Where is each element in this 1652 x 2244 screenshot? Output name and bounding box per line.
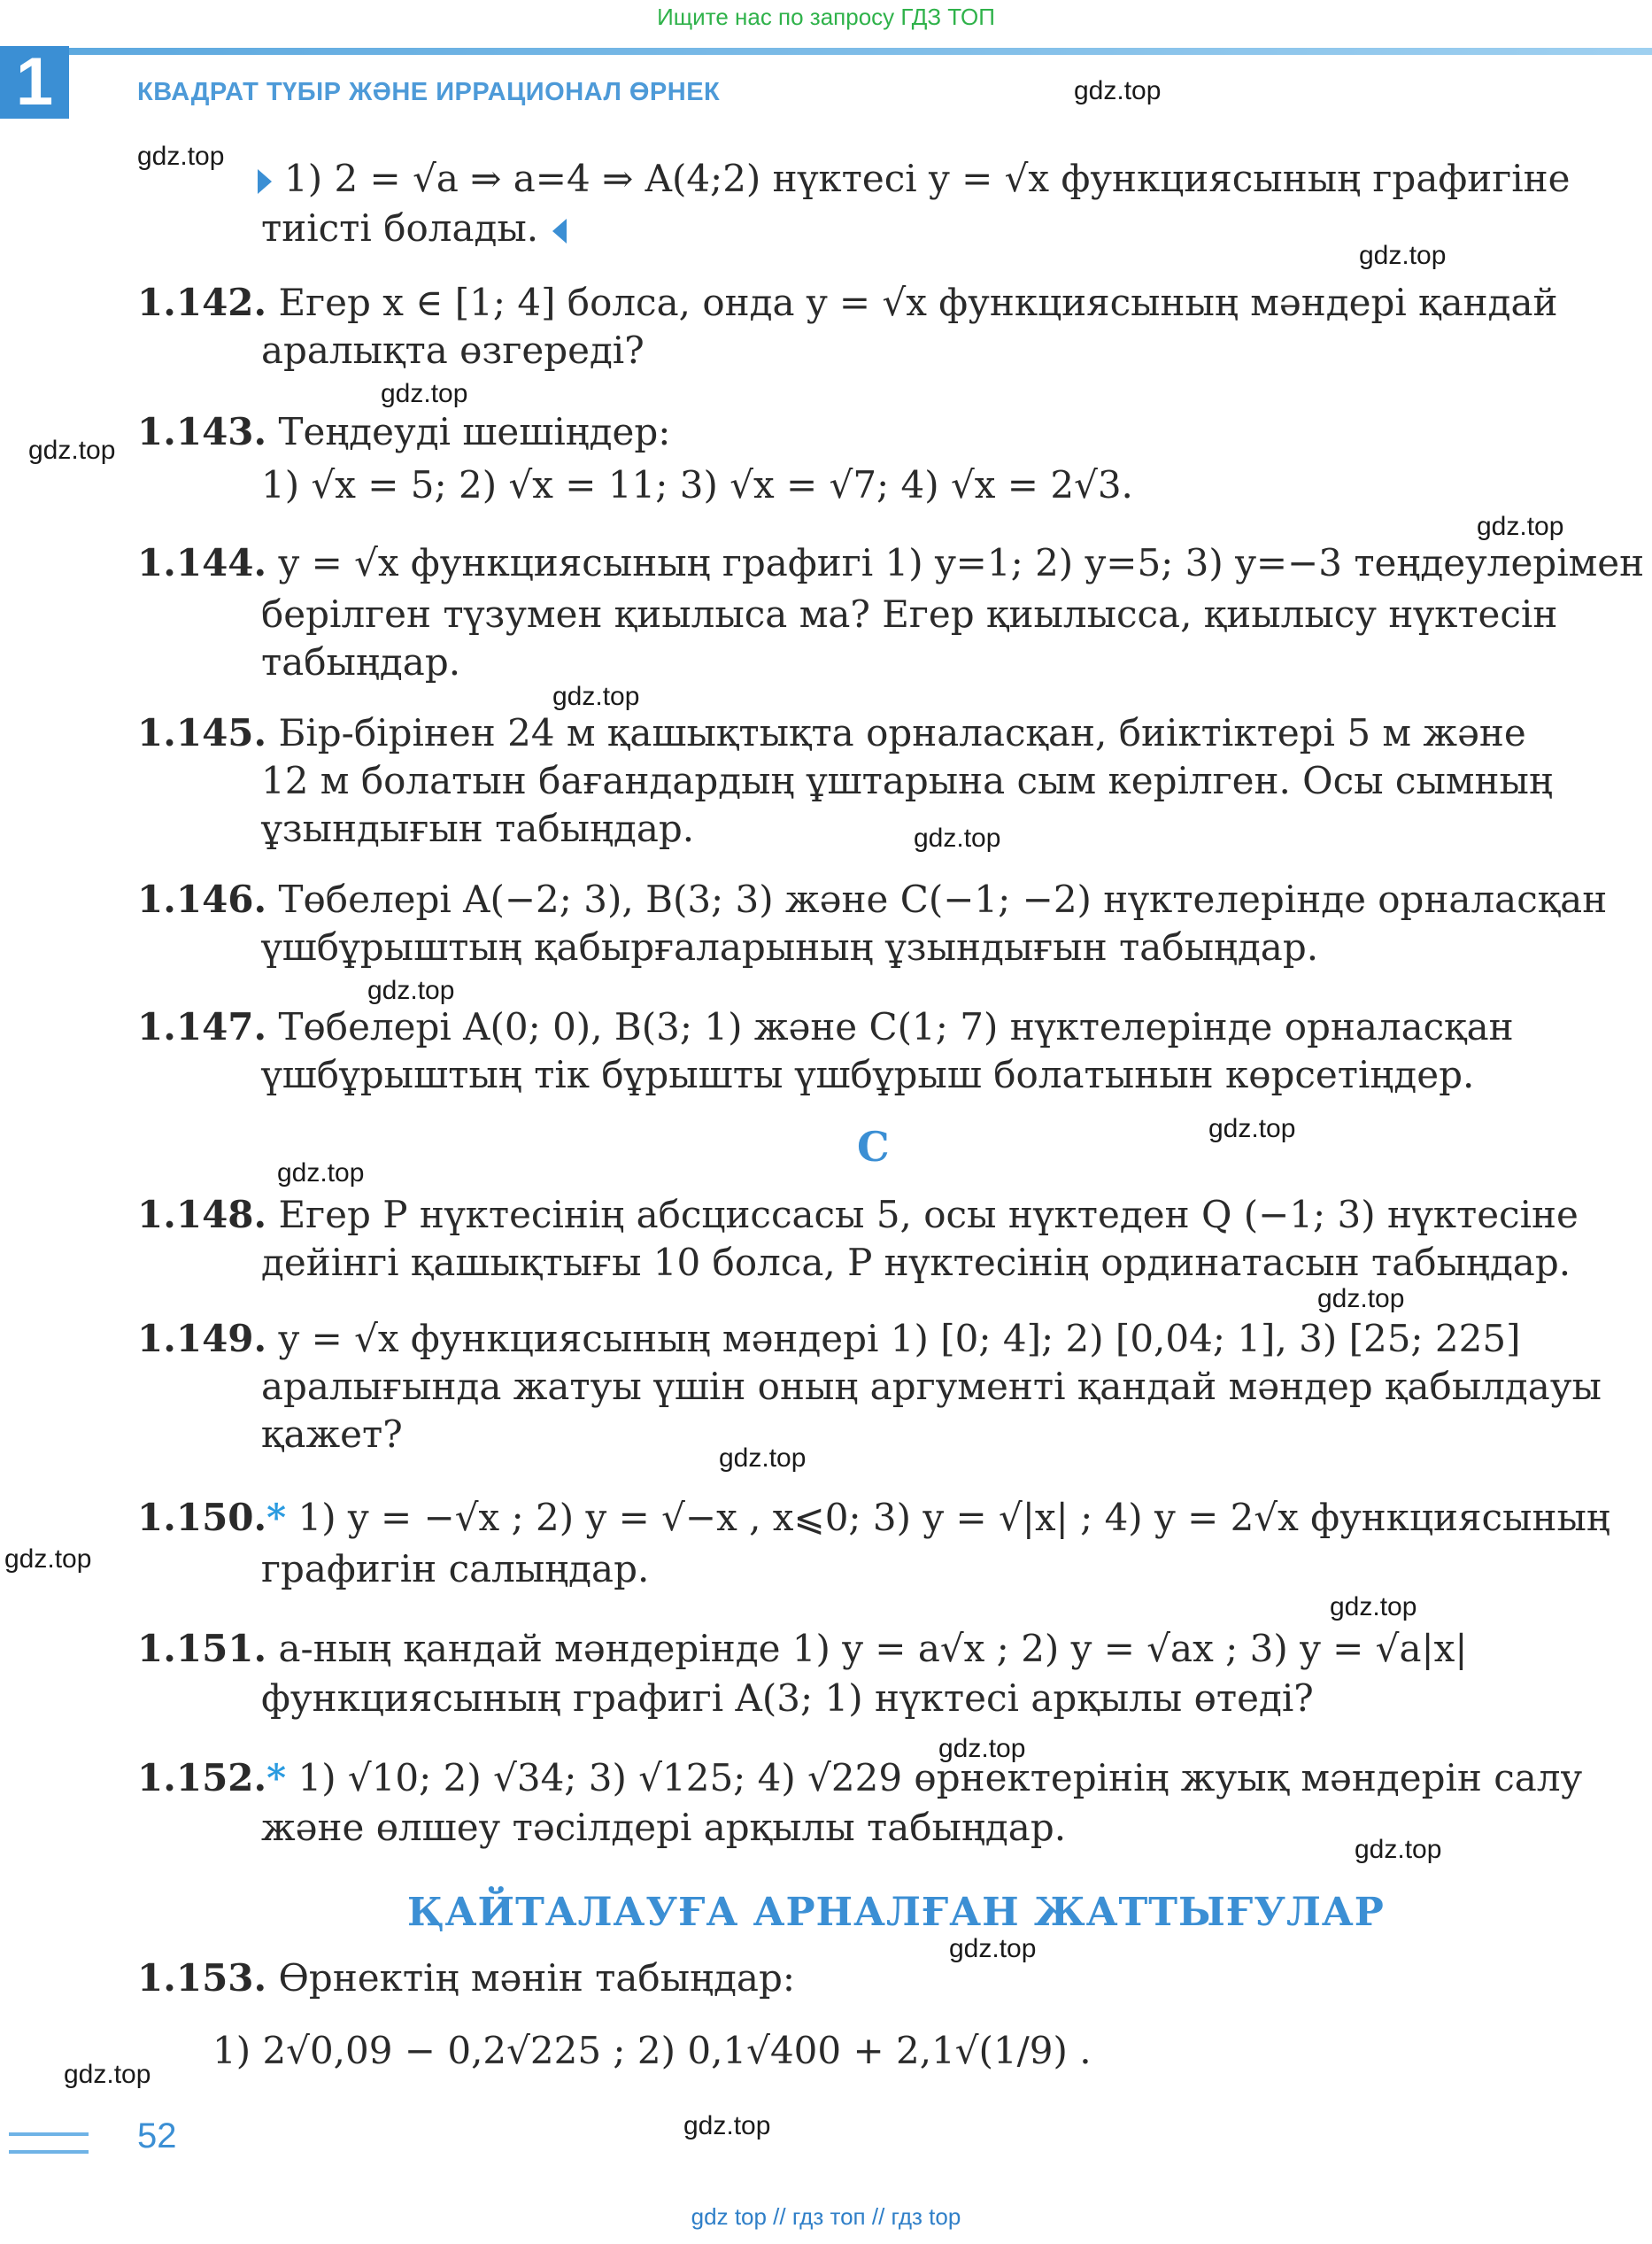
text-line: функциясының графигі A(3; 1) нүктесі арқылы өтеді? [261, 1676, 1314, 1720]
chapter-title: КВАДРАТ ТҮБІР ЖӘНЕ ИРРАЦИОНАЛ ӨРНЕК [137, 78, 721, 106]
watermark: gdz.top [4, 1544, 92, 1574]
watermark: gdz.top [938, 1734, 1026, 1763]
watermark: gdz.top [367, 976, 455, 1005]
top-banner: Ищите нас по запросу ГДЗ ТОП [657, 4, 995, 30]
text-line: ұзындығын табыңдар. [261, 807, 695, 850]
text-line: 1) 2√0,09 − 0,2√225 ; 2) 0,1√400 + 2,1√(1/9) . [212, 2029, 1092, 2072]
watermark: gdz.top [277, 1158, 365, 1188]
watermark: gdz.top [1074, 76, 1162, 105]
repeat-exercises-heading: ҚАЙТАЛАУҒА АРНАЛҒАН ЖАТТЫҒУЛАР [407, 1890, 1385, 1935]
exercise-1-147: 1.147. Төбелері A(0; 0), B(3; 1) және C(1; 7) нүктелерінде орналасқан [137, 1005, 1514, 1048]
exercise-1-143: 1.143. Теңдеуді шешіңдер: [137, 410, 671, 453]
watermark: gdz.top [683, 2111, 771, 2140]
text-line: дейінгі қашықтығы 10 болса, P нүктесінің ординатасын табыңдар. [261, 1241, 1571, 1284]
text-line: аралықта өзгереді? [261, 329, 645, 372]
page-number: 52 [137, 2116, 177, 2155]
text-line: үшбұрыштың тік бұрышты үшбұрыш болатынын көрсетіңдер. [261, 1053, 1475, 1096]
header-rule [0, 48, 1652, 55]
text-line: 1) 2 = √a ⇒ a=4 ⇒ A(4;2) нүктесі y = √x функциясының графигіне [261, 156, 1571, 202]
text-line: үшбұрыштың қабырғаларының ұзындығын табыңдар. [261, 925, 1319, 969]
exercise-1-142: 1.142. Егер x ∈ [1; 4] болса, онда y = √x функциясының мәндері қандай [137, 281, 1558, 324]
text-line: берілген түзумен қиылыса ма? Егер қиылысса, қиылысу нүктесін [261, 592, 1558, 636]
exercise-1-149: 1.149. y = √x функциясының мәндері 1) [0; 4]; 2) [0,04; 1], 3) [25; 225] [137, 1317, 1521, 1360]
exercise-1-146: 1.146. Төбелері A(−2; 3), B(3; 3) және C(−1; −2) нүктелерінде орналасқан [137, 878, 1608, 921]
exercise-1-145: 1.145. Бір-бірінен 24 м қашықтықта орналасқан, биіктіктері 5 м және [137, 711, 1526, 754]
text-line: қажет? [261, 1412, 403, 1456]
text-line: аралығында жатуы үшін оның аргументі қандай мәндер қабылдауы [261, 1365, 1602, 1408]
star-icon: * [266, 1756, 287, 1799]
watermark: gdz.top [1355, 1835, 1442, 1864]
watermark: gdz.top [137, 142, 225, 171]
exercise-1-144: 1.144. y = √x функциясының графигі 1) y=1; 2) y=5; 3) y=−3 теңдеулерімен [137, 541, 1645, 584]
watermark: gdz.top [1208, 1114, 1296, 1143]
text-line: 12 м болатын бағандардың ұштарына сым керілген. Осы сымның [261, 759, 1553, 802]
text-line: графигін салыңдар. [261, 1547, 650, 1590]
exercise-1-152: 1.152.* 1) √10; 2) √34; 3) √125; 4) √229 өрнектерінің жуық мәндерін салу [137, 1756, 1583, 1799]
text-line: тиісті болады. [261, 205, 567, 251]
watermark: gdz.top [552, 682, 640, 711]
end-marker-icon [552, 219, 567, 244]
watermark: gdz.top [1477, 512, 1564, 541]
watermark: gdz.top [719, 1443, 807, 1473]
footer-rule [9, 2132, 89, 2154]
start-marker-icon [258, 169, 272, 194]
exercise-1-151: 1.151. a-ның қандай мәндерінде 1) y = a√x ; 2) y = √ax ; 3) y = √a|x| [137, 1627, 1468, 1670]
watermark: gdz.top [28, 436, 116, 465]
star-icon: * [266, 1496, 287, 1539]
watermark: gdz.top [1330, 1592, 1417, 1621]
text-line: 1) √x = 5; 2) √x = 11; 3) √x = √7; 4) √x = 2√3. [261, 463, 1133, 507]
watermark: gdz.top [1359, 241, 1447, 270]
bottom-banner: gdz top // гдз топ // гдз top [691, 2203, 961, 2230]
exercise-1-148: 1.148. Егер P нүктесінің абсциссасы 5, осы нүктеден Q (−1; 3) нүктесіне [137, 1193, 1579, 1236]
watermark: gdz.top [949, 1934, 1037, 1963]
chapter-number: 1 [0, 46, 69, 119]
watermark: gdz.top [1317, 1284, 1405, 1313]
exercise-1-150: 1.150.* 1) y = −√x ; 2) y = √−x , x⩽0; 3) y = √|x| ; 4) y = 2√x функциясының [137, 1496, 1610, 1539]
text-line: және өлшеу тәсілдері арқылы табыңдар. [261, 1806, 1067, 1849]
watermark: gdz.top [381, 379, 468, 408]
text-line: табыңдар. [261, 640, 461, 684]
section-c-heading: C [857, 1123, 890, 1171]
watermark: gdz.top [914, 824, 1001, 853]
watermark: gdz.top [64, 2060, 151, 2089]
exercise-1-153: 1.153. Өрнектің мәнін табыңдар: [137, 1956, 796, 2000]
